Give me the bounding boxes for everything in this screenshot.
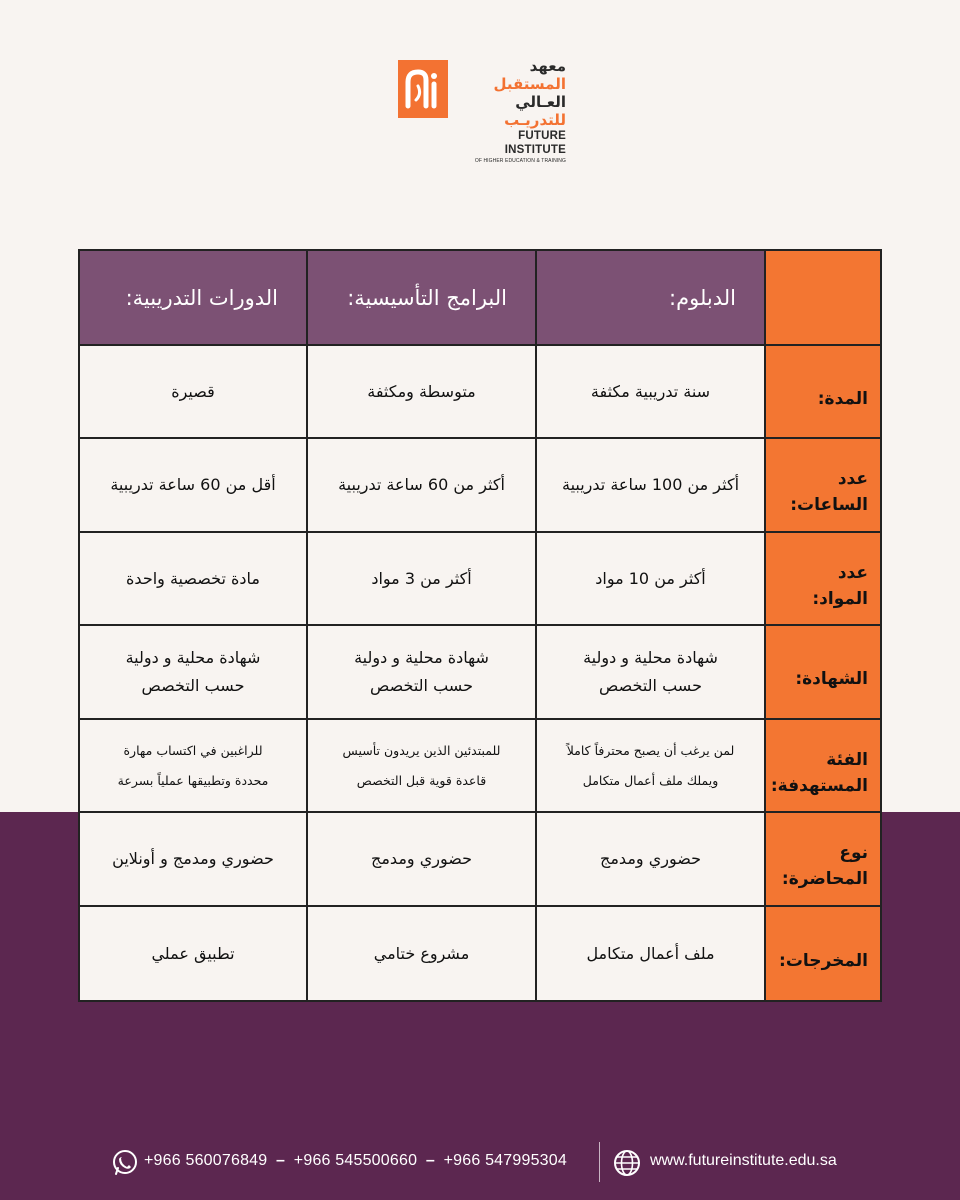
cell-hours-courses: أقل من 60 ساعة تدريبية — [80, 439, 308, 533]
cell-lecture-type-courses: حضوري ومدمج و أونلاين — [80, 813, 308, 907]
row-label-hours: عدد الساعات: — [766, 439, 880, 533]
globe-icon — [612, 1148, 642, 1178]
institute-logo — [398, 57, 568, 164]
phone-number-2[interactable]: +966 545500660 — [293, 1152, 418, 1169]
cell-certificate-courses: شهادة محلية و دولية حسب التخصص — [80, 626, 308, 720]
cell-hours-diploma: أكثر من 100 ساعة تدريبية — [537, 439, 766, 533]
row-label-duration: المدة: — [766, 346, 880, 439]
whatsapp-icon[interactable] — [110, 1148, 140, 1178]
cell-outputs-foundation: مشروع ختامي — [308, 907, 537, 1000]
footer-divider — [599, 1142, 600, 1182]
logo-english-line2: OF HIGHER EDUCATION & TRAINING — [474, 158, 566, 164]
phone-number-1[interactable]: +966 560076849 — [144, 1152, 268, 1169]
column-header-foundation-programs: البرامج التأسيسية: — [308, 251, 537, 346]
cell-subjects-courses: مادة تخصصية واحدة — [80, 533, 308, 626]
row-label-outputs: المخرجات: — [766, 907, 880, 1000]
comparison-table — [78, 249, 882, 1002]
cell-subjects-diploma: أكثر من 10 مواد — [537, 533, 766, 626]
phone-separator: – — [276, 1152, 286, 1169]
website-link[interactable]: www.futureinstitute.edu.sa — [650, 1152, 837, 1169]
cell-lecture-type-foundation: حضوري ومدمج — [308, 813, 537, 907]
cell-outputs-courses: تطبيق عملي — [80, 907, 308, 1000]
cell-hours-foundation: أكثر من 60 ساعة تدريبية — [308, 439, 537, 533]
column-header-diploma: الدبلوم: — [537, 251, 766, 346]
row-label-lecture-type: نوع المحاضرة: — [766, 813, 880, 907]
logo-arabic-line1: معهد المستقبل — [493, 57, 566, 93]
cell-certificate-diploma: شهادة محلية و دولية حسب التخصص — [537, 626, 766, 720]
phone-numbers — [144, 1152, 567, 1170]
cell-duration-courses: قصيرة — [80, 346, 308, 439]
cell-certificate-foundation: شهادة محلية و دولية حسب التخصص — [308, 626, 537, 720]
cell-subjects-foundation: أكثر من 3 مواد — [308, 533, 537, 626]
cell-duration-diploma: سنة تدريبية مكثفة — [537, 346, 766, 439]
logo-english-line1: FUTURE INSTITUTE — [504, 130, 566, 156]
cell-audience-courses: للراغبين في اكتساب مهارة محددة وتطبيقها عملياً بسرعة — [80, 720, 308, 813]
row-label-target-audience: الفئة المستهدفة: — [766, 720, 880, 813]
column-header-training-courses: الدورات التدريبية: — [80, 251, 308, 346]
logo-arabic-line2: العـالي للتدريـب — [504, 93, 566, 129]
table-corner-cell — [766, 251, 880, 346]
phone-number-3[interactable]: +966 547995304 — [443, 1152, 567, 1169]
cell-audience-diploma: لمن يرغب أن يصبح محترفاً كاملاً ويملك ملف أعمال متكامل — [537, 720, 766, 813]
cell-lecture-type-diploma: حضوري ومدمج — [537, 813, 766, 907]
phone-separator: – — [425, 1152, 435, 1169]
cell-outputs-diploma: ملف أعمال متكامل — [537, 907, 766, 1000]
contact-footer — [110, 1148, 870, 1192]
logo-mark-icon — [398, 60, 448, 118]
logo-text — [454, 57, 566, 165]
row-label-certificate: الشهادة: — [766, 626, 880, 720]
cell-audience-foundation: للمبتدئين الذين يريدون تأسيس قاعدة قوية قبل التخصص — [308, 720, 537, 813]
row-label-subjects: عدد المواد: — [766, 533, 880, 626]
cell-duration-foundation: متوسطة ومكثفة — [308, 346, 537, 439]
